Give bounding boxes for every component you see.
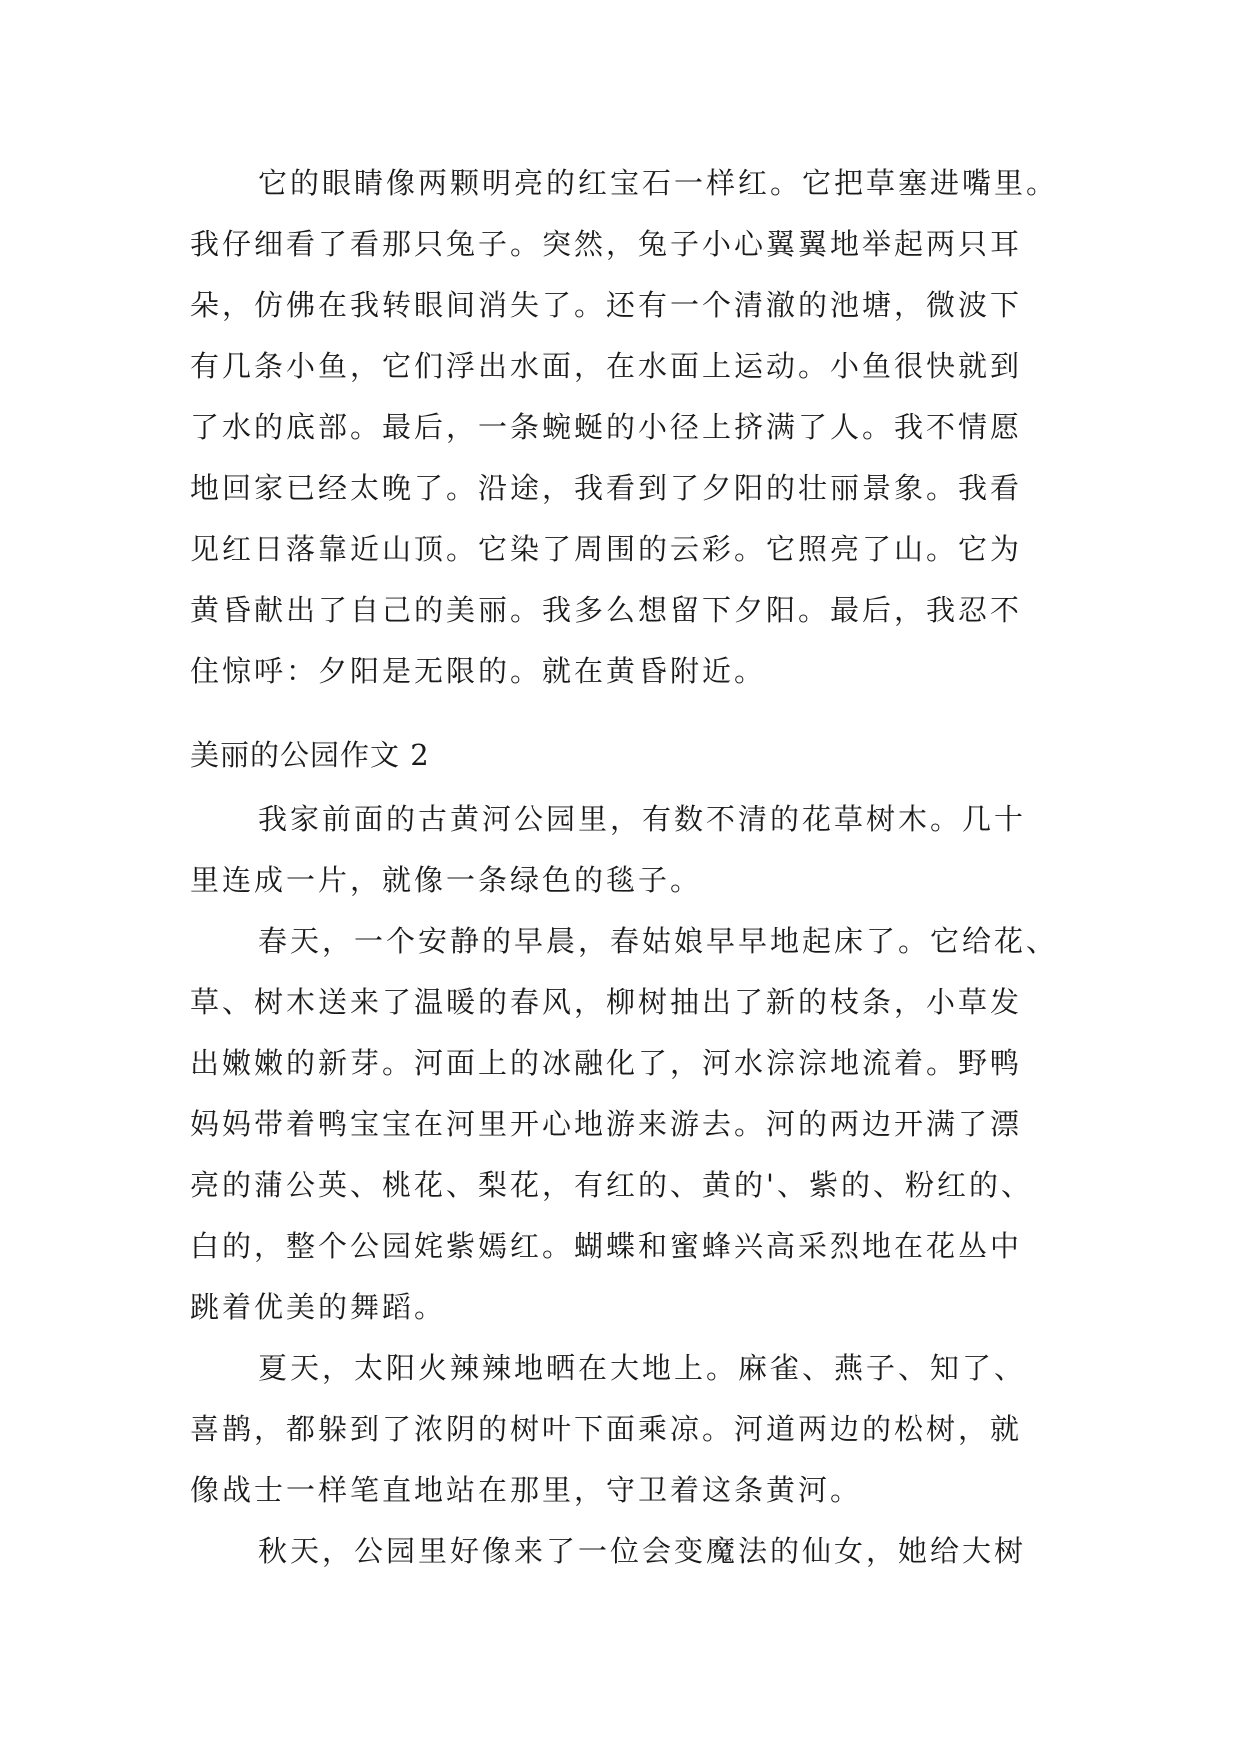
essay-part-2 — [190, 789, 1090, 1582]
text-line: 黄昏献出了自己的美丽。我多么想留下夕阳。最后，我忍不 — [190, 593, 1023, 627]
text-line: 地回家已经太晚了。沿途，我看到了夕阳的壮丽景象。我看 — [190, 471, 1023, 505]
text-line: 了水的底部。最后，一条蜿蜒的小径上挤满了人。我不情愿 — [190, 410, 1023, 444]
text-line: 我仔细看了看那只兔子。突然，兔子小心翼翼地举起两只耳 — [190, 227, 1023, 261]
text-line: 夏天，太阳火辣辣地晒在大地上。麻雀、燕子、知了、 — [258, 1351, 1027, 1385]
text-line: 有几条小鱼，它们浮出水面，在水面上运动。小鱼很快就到 — [190, 349, 1023, 383]
text-line: 白的，整个公园姹紫嫣红。蝴蝶和蜜蜂兴高采烈地在花丛中 — [190, 1229, 1023, 1263]
essay-title: 美丽的公园作文 2 — [190, 738, 430, 772]
text-line: 里连成一片，就像一条绿色的毯子。 — [190, 863, 703, 897]
text-line: 出嫩嫩的新芽。河面上的冰融化了，河水淙淙地流着。野鸭 — [190, 1046, 1023, 1080]
essay-part-1 — [190, 153, 1090, 702]
text-line: 草、树木送来了温暖的春风，柳树抽出了新的枝条，小草发 — [190, 985, 1023, 1019]
text-line: 见红日落靠近山顶。它染了周围的云彩。它照亮了山。它为 — [190, 532, 1023, 566]
text-line: 秋天，公园里好像来了一位会变魔法的仙女，她给大树 — [258, 1534, 1027, 1568]
text-line: 住惊呼：夕阳是无限的。就在黄昏附近。 — [190, 654, 767, 688]
text-line: 春天，一个安静的早晨，春姑娘早早地起床了。它给花、 — [258, 924, 1059, 958]
text-line: 像战士一样笔直地站在那里，守卫着这条黄河。 — [190, 1473, 863, 1507]
text-line: 朵，仿佛在我转眼间消失了。还有一个清澈的池塘，微波下 — [190, 288, 1023, 322]
text-line: 我家前面的古黄河公园里，有数不清的花草树木。几十 — [258, 802, 1027, 836]
text-line: 妈妈带着鸭宝宝在河里开心地游来游去。河的两边开满了漂 — [190, 1107, 1023, 1141]
text-line: 亮的蒲公英、桃花、梨花，有红的、黄的'、紫的、粉红的、 — [190, 1168, 1033, 1202]
text-line: 喜鹊，都躲到了浓阴的树叶下面乘凉。河道两边的松树，就 — [190, 1412, 1023, 1446]
text-line: 它的眼睛像两颗明亮的红宝石一样红。它把草塞进嘴里。 — [258, 166, 1059, 200]
text-line: 跳着优美的舞蹈。 — [190, 1290, 447, 1324]
